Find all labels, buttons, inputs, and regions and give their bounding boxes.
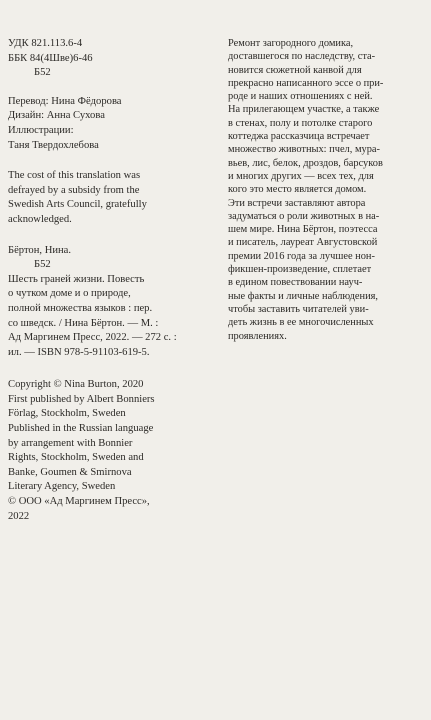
translator-credit: Перевод: Нина Фёдорова [8, 95, 122, 107]
annotation-line: чтобы заставить читателей уви- [228, 303, 369, 315]
annotation-line: в едином повествовании науч- [228, 277, 363, 289]
annotation-line: в стенах, полу и потолке старого [228, 117, 373, 129]
catalog-description-line: со шведск. / Нина Бёртон. — М. : [8, 317, 159, 329]
subsidy-line: defrayed by a subsidy from the [8, 184, 140, 196]
copyright-line: Rights, Stockholm, Sweden and [8, 452, 144, 464]
annotation-line: На прилегающем участке, а также [228, 104, 380, 116]
annotation-line: шем мире. Нина Бёртон, поэтесса [228, 224, 378, 236]
annotation-line: доставшегося по наследству, ста- [228, 51, 376, 63]
copyright-line: 2022 [8, 510, 30, 522]
catalog-description-line: ил. — ISBN 978-5-91103-619-5. [8, 346, 150, 358]
subsidy-note [8, 169, 206, 227]
copyright-line: by arrangement with Bonnier [8, 437, 133, 449]
catalog-author: Бёртон, Нина. [8, 244, 72, 256]
annotation-line: вьев, лис, белок, дроздов, барсуков [228, 157, 383, 169]
annotation-line: фикшен-произведение, сплетает [228, 264, 372, 276]
subsidy-line: The cost of this translation was [8, 170, 141, 182]
copyright-line: First published by Albert Bonniers [8, 393, 155, 405]
illustrations-label: Иллюстрации: [8, 124, 74, 136]
credits-block [8, 95, 206, 153]
annotation-line: прекрасно написанного эссе о при- [228, 77, 384, 89]
catalog-entry [8, 244, 206, 361]
copyright-line: Literary Agency, Sweden [8, 481, 116, 493]
annotation-line: Эти встречи заставляют автора [228, 197, 366, 209]
annotation-line: и писатель, лауреат Августовской [228, 237, 378, 249]
annotation-line: ные факты и личные наблюдения, [228, 290, 379, 302]
subsidy-line: Swedish Arts Council, gratefully [8, 199, 147, 211]
annotation-line: деть жизнь в ее многочисленных [228, 317, 374, 329]
copyright-line: Copyright © Nina Burton, 2020 [8, 379, 144, 391]
designer-credit: Дизайн: Анна Сухова [8, 110, 105, 122]
author-mark: Б52 [34, 67, 51, 79]
annotation-column [228, 37, 424, 343]
annotation-line: задуматься о роли животных в на- [228, 210, 380, 222]
udk-code: УДК 821.113.6-4 [8, 38, 83, 49]
annotation-line: премии 2016 года за лучшее нон- [228, 250, 375, 262]
imprint-column [8, 37, 206, 524]
catalog-description-line: Ад Маргинем Пресс, 2022. — 272 с. : [8, 332, 177, 344]
catalog-description-line: о чутком доме и о природе, [8, 288, 131, 300]
copyright-line: Förlag, Stockholm, Sweden [8, 408, 126, 420]
illustrator-credit: Таня Твердохлебова [8, 139, 99, 151]
copyright-line: Banke, Goumen & Smirnova [8, 466, 132, 478]
copyright-line: Published in the Russian language [8, 423, 154, 435]
copyright-line: © ООО «Ад Маргинем Пресс», [8, 496, 150, 508]
annotation-line: коттеджа рассказчица встречает [228, 131, 370, 143]
annotation-line: роде и наших отношениях с ней. [228, 91, 373, 103]
catalog-description-line: Шесть граней жизни. Повесть [8, 273, 145, 285]
classification-block [8, 37, 206, 81]
catalog-description-line: полной множества языков : пер. [8, 302, 153, 314]
subsidy-line: acknowledged. [8, 213, 72, 225]
annotation-line: проявлениях. [228, 330, 287, 342]
bbk-code: ББК 84(4Шве)6-46 [8, 52, 93, 64]
copyright-block [8, 378, 206, 524]
annotation-line: и многих других — всех тех, для [228, 170, 374, 182]
annotation-line: новится сюжетной канвой для [228, 64, 362, 76]
annotation-line: множество животных: пчел, мура- [228, 144, 380, 156]
annotation-line: Ремонт загородного домика, [228, 38, 354, 49]
catalog-code: Б52 [34, 259, 51, 271]
annotation-line: кого это место является домом. [228, 184, 367, 196]
